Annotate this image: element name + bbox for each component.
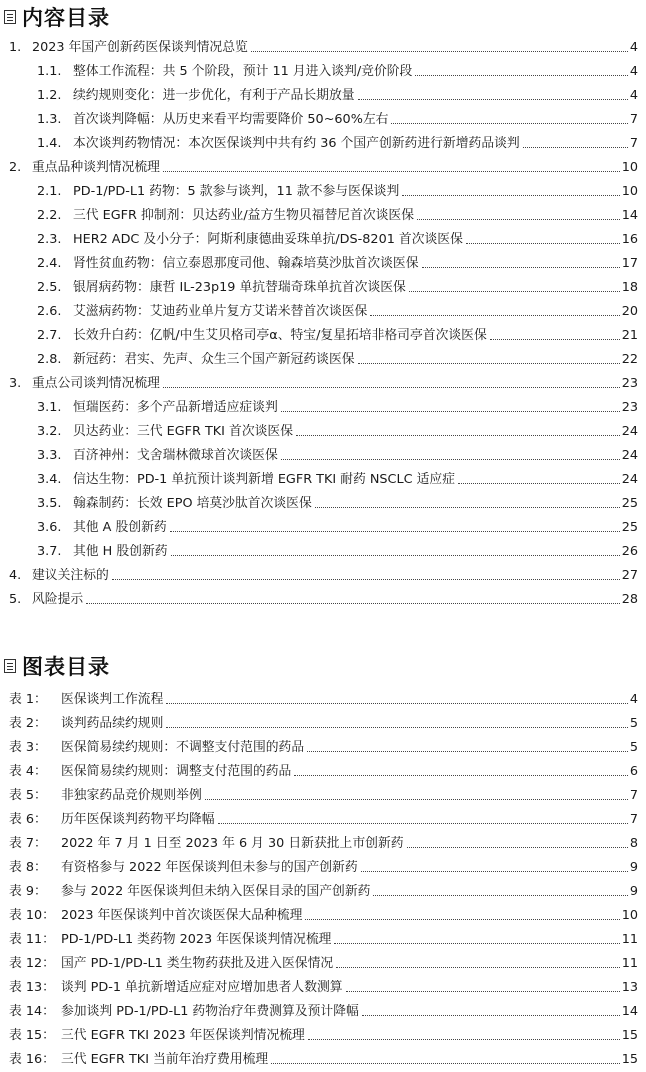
dot-leader (402, 195, 619, 196)
figure-entry[interactable] (0, 948, 646, 972)
dot-leader (370, 315, 619, 316)
dot-leader (315, 507, 620, 508)
dot-leader (281, 459, 620, 460)
dot-leader (458, 483, 620, 484)
figure-entry[interactable] (0, 828, 646, 852)
entry-title: 长效升白药：亿帆/中生艾贝格司亭α、特宝/复星拓培非格司亭首次谈医保 (73, 328, 487, 343)
entry-title: 2022 年 7 月 1 日至 2023 年 6 月 30 日新获批上市创新药 (61, 836, 404, 851)
dot-leader (307, 751, 628, 752)
entry-page: 25 (621, 520, 638, 535)
figures-list (0, 684, 646, 1068)
entry-title: 国产 PD-1/PD-L1 类生物药获批及进入医保情况 (61, 956, 334, 971)
entry-title: 整体工作流程：共 5 个阶段，预计 11 月进入谈判/竞价阶段 (73, 64, 413, 79)
entry-title: 三代 EGFR TKI 2023 年医保谈判情况梳理 (61, 1028, 305, 1043)
dot-leader (296, 435, 620, 436)
toc-entry[interactable] (0, 224, 646, 248)
entry-page: 15 (621, 1052, 638, 1067)
entry-number: 表 5： (9, 788, 47, 803)
entry-number: 表 6： (9, 812, 47, 827)
entry-title: 银屑病药物：康哲 IL-23p19 单抗替瑞奇珠单抗首次谈医保 (73, 280, 406, 295)
entry-page: 10 (621, 908, 638, 923)
entry-number: 2.6. (37, 304, 62, 319)
entry-page: 22 (621, 352, 638, 367)
entry-page: 8 (629, 836, 638, 851)
entry-number: 2.7. (37, 328, 62, 343)
entry-page: 10 (621, 160, 638, 175)
figure-entry[interactable] (0, 1020, 646, 1044)
entry-number: 表 3： (9, 740, 47, 755)
figure-entry[interactable] (0, 972, 646, 996)
entry-title: 谈判 PD-1 单抗新增适应症对应增加患者人数测算 (61, 980, 343, 995)
entry-page: 18 (621, 280, 638, 295)
entry-title: 重点品种谈判情况梳理 (32, 160, 160, 175)
entry-page: 6 (629, 764, 638, 779)
entry-page: 7 (629, 136, 638, 151)
toc-entry[interactable] (0, 584, 646, 608)
entry-page: 4 (629, 64, 638, 79)
entry-title: 首次谈判降幅：从历史来看平均需要降价 50~60%左右 (73, 112, 389, 127)
figure-entry[interactable] (0, 900, 646, 924)
entry-title: 肾性贫血药物：信立泰恩那度司他、翰森培莫沙肽首次谈医保 (73, 256, 419, 271)
toc-entry[interactable] (0, 152, 646, 176)
dot-leader (417, 219, 620, 220)
entry-number: 2.1. (37, 184, 62, 199)
entry-title: 医保简易续约规则：调整支付范围的药品 (61, 764, 292, 779)
entry-title: 其他 H 股创新药 (73, 544, 168, 559)
dot-leader (334, 943, 619, 944)
entry-title: 非独家药品竞价规则举例 (61, 788, 202, 803)
entry-number: 2.8. (37, 352, 62, 367)
figure-entry[interactable] (0, 708, 646, 732)
dot-leader (373, 895, 627, 896)
entry-number: 5. (9, 592, 22, 607)
toc-entry[interactable] (0, 464, 646, 488)
toc-entry[interactable] (0, 80, 646, 104)
dot-leader (251, 51, 628, 52)
dot-leader (218, 823, 628, 824)
figure-entry[interactable] (0, 756, 646, 780)
entry-page: 7 (629, 812, 638, 827)
dot-leader (490, 339, 620, 340)
entry-number: 1. (9, 40, 22, 55)
entry-number: 3.3. (37, 448, 62, 463)
dot-leader (305, 919, 619, 920)
toc-entry[interactable] (0, 440, 646, 464)
entry-page: 4 (629, 692, 638, 707)
entry-number: 2.3. (37, 232, 62, 247)
dot-leader (294, 775, 628, 776)
entry-page: 9 (629, 884, 638, 899)
entry-title: 医保简易续约规则：不调整支付范围的药品 (61, 740, 305, 755)
entry-page: 17 (621, 256, 638, 271)
toc-entry[interactable] (0, 488, 646, 512)
dot-leader (170, 531, 620, 532)
entry-title: 恒瑞医药：多个产品新增适应症谈判 (73, 400, 278, 415)
entry-page: 20 (621, 304, 638, 319)
entry-title: 风险提示 (32, 592, 84, 607)
entry-title: 重点公司谈判情况梳理 (32, 376, 160, 391)
entry-page: 5 (629, 716, 638, 731)
toc-entry[interactable] (0, 320, 646, 344)
entry-title: 医保谈判工作流程 (61, 692, 164, 707)
dot-leader (163, 171, 620, 172)
entry-number: 表 1： (9, 692, 47, 707)
dot-leader (358, 363, 620, 364)
dot-leader (362, 1015, 620, 1016)
entry-title: HER2 ADC 及小分子：阿斯利康德曲妥珠单抗/DS-8201 首次谈医保 (73, 232, 463, 247)
dot-leader (409, 291, 620, 292)
entry-page: 26 (621, 544, 638, 559)
dot-leader (86, 603, 620, 604)
entry-title: 三代 EGFR 抑制剂：贝达药业/益方生物贝福替尼首次谈医保 (73, 208, 415, 223)
entry-title: 贝达药业：三代 EGFR TKI 首次谈医保 (73, 424, 294, 439)
dot-leader (171, 555, 620, 556)
entry-page: 7 (629, 112, 638, 127)
figures-title: 图表目录 (22, 655, 110, 679)
dot-leader (466, 243, 620, 244)
entry-title: 艾滋病药物：艾迪药业单片复方艾诺米替首次谈医保 (73, 304, 368, 319)
dot-leader (271, 1063, 619, 1064)
entry-title: PD-1/PD-L1 药物：5 款参与谈判，11 款不参与医保谈判 (73, 184, 400, 199)
entry-number: 表 16： (9, 1052, 55, 1067)
dot-leader (308, 1039, 620, 1040)
dot-leader (336, 967, 620, 968)
entry-number: 3.1. (37, 400, 62, 415)
entry-title: 新冠药：君实、先声、众生三个国产新冠药谈医保 (73, 352, 355, 367)
dot-leader (422, 267, 620, 268)
entry-title: 谈判药品续约规则 (61, 716, 164, 731)
toc-entry[interactable] (0, 272, 646, 296)
entry-page: 11 (621, 956, 638, 971)
entry-title: 有资格参与 2022 年医保谈判但未参与的国产创新药 (61, 860, 358, 875)
entry-number: 3.2. (37, 424, 62, 439)
entry-number: 1.4. (37, 136, 62, 151)
entry-page: 24 (621, 424, 638, 439)
dot-leader (346, 991, 620, 992)
entry-number: 表 8： (9, 860, 47, 875)
entry-number: 3.7. (37, 544, 62, 559)
dot-leader (112, 579, 620, 580)
figure-entry[interactable] (0, 924, 646, 948)
entry-page: 7 (629, 788, 638, 803)
entry-title: 建议关注标的 (32, 568, 109, 583)
figure-entry[interactable] (0, 852, 646, 876)
figure-entry[interactable] (0, 996, 646, 1020)
toc-title: 内容目录 (22, 6, 110, 30)
toc-entry[interactable] (0, 128, 646, 152)
entry-number: 表 9： (9, 884, 47, 899)
toc-entry[interactable] (0, 512, 646, 536)
entry-title: PD-1/PD-L1 类药物 2023 年医保谈判情况梳理 (61, 932, 332, 947)
entry-page: 14 (621, 1004, 638, 1019)
entry-page: 11 (621, 932, 638, 947)
entry-number: 4. (9, 568, 22, 583)
entry-number: 3. (9, 376, 22, 391)
entry-title: 2023 年国产创新药医保谈判情况总览 (32, 40, 248, 55)
dot-leader (358, 99, 628, 100)
entry-page: 16 (621, 232, 638, 247)
toc-entry[interactable] (0, 176, 646, 200)
entry-page: 10 (621, 184, 638, 199)
figure-entry[interactable] (0, 684, 646, 708)
toc-entry[interactable] (0, 560, 646, 584)
entry-page: 14 (621, 208, 638, 223)
toc-entry[interactable] (0, 248, 646, 272)
entry-title: 翰森制药：长效 EPO 培莫沙肽首次谈医保 (73, 496, 312, 511)
entry-title: 2023 年医保谈判中首次谈医保大品种梳理 (61, 908, 303, 923)
entry-number: 表 10： (9, 908, 55, 923)
entry-title: 三代 EGFR TKI 当前年治疗费用梳理 (61, 1052, 269, 1067)
entry-title: 其他 A 股创新药 (73, 520, 167, 535)
entry-number: 表 2： (9, 716, 47, 731)
document-icon (4, 10, 16, 24)
entry-title: 本次谈判药物情况：本次医保谈判中共有约 36 个国产创新药进行新增药品谈判 (73, 136, 520, 151)
entry-number: 表 4： (9, 764, 47, 779)
entry-number: 表 12： (9, 956, 55, 971)
toc-entry[interactable] (0, 296, 646, 320)
entry-page: 23 (621, 400, 638, 415)
entry-number: 表 11： (9, 932, 55, 947)
entry-page: 27 (621, 568, 638, 583)
entry-number: 表 15： (9, 1028, 55, 1043)
figure-entry[interactable] (0, 876, 646, 900)
toc-entry[interactable] (0, 104, 646, 128)
entry-number: 2.2. (37, 208, 62, 223)
entry-page: 24 (621, 448, 638, 463)
entry-page: 21 (621, 328, 638, 343)
entry-number: 表 7： (9, 836, 47, 851)
toc-entry[interactable] (0, 536, 646, 560)
entry-page: 9 (629, 860, 638, 875)
toc-header (4, 2, 110, 32)
entry-page: 24 (621, 472, 638, 487)
toc-entry[interactable] (0, 392, 646, 416)
dot-leader (163, 387, 620, 388)
entry-number: 2.4. (37, 256, 62, 271)
entry-title: 续约规则变化：进一步优化，有利于产品长期放量 (73, 88, 355, 103)
figures-header (4, 651, 110, 681)
toc-entry[interactable] (0, 56, 646, 80)
entry-page: 23 (621, 376, 638, 391)
entry-page: 15 (621, 1028, 638, 1043)
toc-entry[interactable] (0, 416, 646, 440)
entry-page: 13 (621, 980, 638, 995)
document-icon (4, 659, 16, 673)
entry-page: 5 (629, 740, 638, 755)
dot-leader (205, 799, 628, 800)
dot-leader (361, 871, 628, 872)
entry-number: 表 14： (9, 1004, 55, 1019)
entry-title: 参与 2022 年医保谈判但未纳入医保目录的国产创新药 (61, 884, 371, 899)
entry-number: 3.4. (37, 472, 62, 487)
entry-title: 百济神州：戈舍瑞林微球首次谈医保 (73, 448, 278, 463)
entry-number: 1.1. (37, 64, 62, 79)
toc-entry[interactable] (0, 200, 646, 224)
entry-page: 28 (621, 592, 638, 607)
figure-entry[interactable] (0, 804, 646, 828)
dot-leader (166, 727, 627, 728)
dot-leader (407, 847, 628, 848)
entry-number: 1.3. (37, 112, 62, 127)
dot-leader (391, 123, 627, 124)
dot-leader (281, 411, 620, 412)
dot-leader (523, 147, 628, 148)
dot-leader (415, 75, 628, 76)
entry-number: 2. (9, 160, 22, 175)
dot-leader (166, 703, 627, 704)
entry-page: 4 (629, 40, 638, 55)
toc-list (0, 32, 646, 608)
entry-title: 历年医保谈判药物平均降幅 (61, 812, 215, 827)
figure-entry[interactable] (0, 732, 646, 756)
toc-entry[interactable] (0, 32, 646, 56)
entry-number: 3.5. (37, 496, 62, 511)
entry-number: 表 13： (9, 980, 55, 995)
toc-entry[interactable] (0, 344, 646, 368)
figure-entry[interactable] (0, 780, 646, 804)
entry-number: 2.5. (37, 280, 62, 295)
entry-title: 参加谈判 PD-1/PD-L1 药物治疗年费测算及预计降幅 (61, 1004, 359, 1019)
entry-number: 1.2. (37, 88, 62, 103)
figure-entry[interactable] (0, 1044, 646, 1068)
toc-entry[interactable] (0, 368, 646, 392)
entry-title: 信达生物：PD-1 单抗预计谈判新增 EGFR TKI 耐药 NSCLC 适应症 (73, 472, 456, 487)
entry-number: 3.6. (37, 520, 62, 535)
entry-page: 25 (621, 496, 638, 511)
entry-page: 4 (629, 88, 638, 103)
